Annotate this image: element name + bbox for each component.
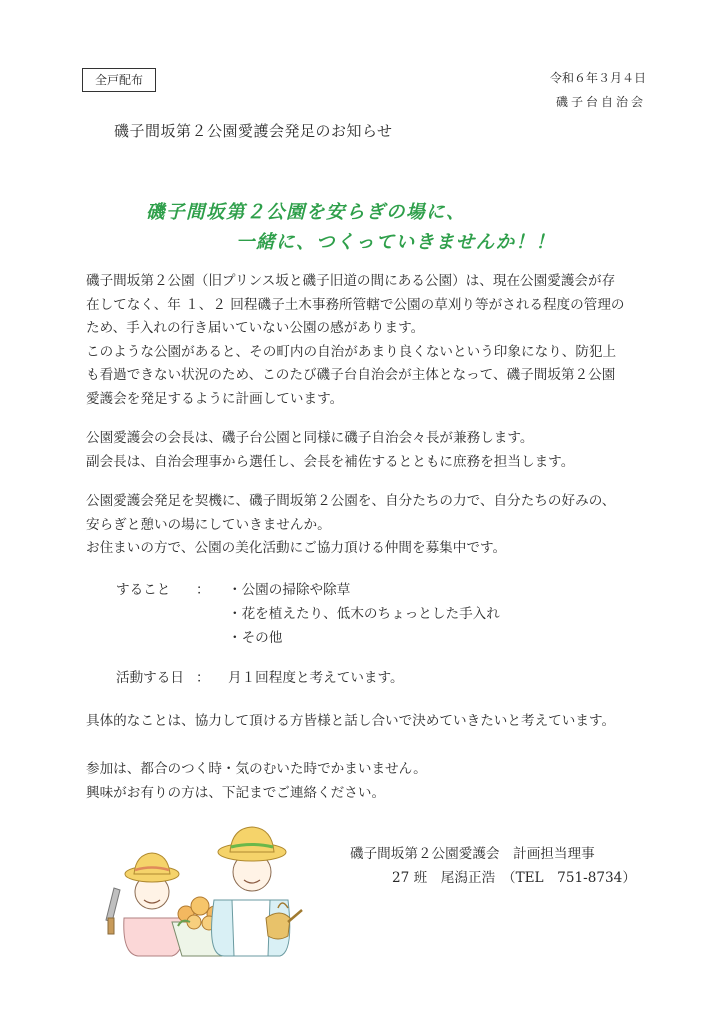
- activity-label: 活動する日: [116, 670, 184, 686]
- gardener-adult: [212, 827, 302, 956]
- contact-person: 27 班 尾潟正浩 （TEL 751-8734）: [392, 870, 636, 886]
- gardeners-illustration: [94, 822, 306, 958]
- activity-colon: ：: [196, 670, 210, 686]
- paragraph-line: このような公園があると、その町内の自治があまり良くないという印象になり、防犯上: [86, 343, 617, 360]
- paragraph-2: [86, 427, 646, 474]
- paragraph-line: も看過できない状況のため、このたび磯子台自治会が主体となって、磯子間坂第２公園: [86, 367, 616, 384]
- paragraph-line: 具体的なことは、協力して頂ける方皆様と話し合いで決めていきたいと考えています。: [86, 713, 616, 729]
- slogan-line-2: 一緒に、つくっていきませんか！！: [236, 232, 556, 253]
- paragraph-line: 参加は、都合のつく時・気のむいた時でかまいません。: [86, 761, 427, 777]
- paragraph-line: お住まいの方で、公園の美化活動にご協力頂ける仲間を募集中です。: [86, 540, 507, 557]
- paragraph-line: 在してなく、年 １、２ 回程磯子土木事務所管轄で公園の草刈り等がされる程度の管理の: [86, 296, 625, 313]
- header-block: [550, 66, 646, 114]
- task-item: ・公園の掃除や除草: [228, 582, 351, 598]
- paragraph-line: 安らぎと憩いの場にしていきませんか。: [86, 516, 331, 533]
- paragraph-line: 公園愛護会の会長は、磯子台公園と同様に磯子自治会々長が兼務します。: [86, 430, 534, 446]
- tasks-label: すること: [116, 582, 171, 598]
- paragraph-line: ため、手入れの行き届いていない公園の感があります。: [86, 320, 425, 337]
- issue-date: 令和６年３月４日: [549, 71, 646, 85]
- paragraph-4: [86, 710, 646, 734]
- paragraph-line: 愛護会を発足するように計画しています。: [86, 390, 344, 407]
- gardener-child: [106, 853, 183, 956]
- tasks-list: [116, 578, 500, 650]
- paragraph-line: 副会長は、自治会理事から選任し、会長を補佐するとともに庶務を担当します。: [86, 453, 575, 470]
- distribution-stamp: 全戸配布: [82, 68, 156, 92]
- activity-row: [116, 666, 404, 686]
- issuer-org: 磯子台自治会: [555, 95, 646, 109]
- paragraph-5: [86, 758, 646, 805]
- document-title: 磯子間坂第２公園愛護会発足のお知らせ: [114, 122, 393, 140]
- contact-block: [350, 842, 636, 890]
- task-item: ・その他: [228, 630, 283, 646]
- paragraph-line: 興味がお有りの方は、下記までご連絡ください。: [86, 784, 386, 801]
- task-item: ・花を植えたり、低木のちょっとした手入れ: [228, 606, 500, 622]
- paragraph-3: [86, 490, 646, 561]
- activity-value: 月１回程度と考えています。: [228, 670, 404, 686]
- contact-org: 磯子間坂第２公園愛護会 計画担当理事: [350, 846, 595, 862]
- paragraph-line: 公園愛護会発足を契機に、磯子間坂第２公園を、自分たちの力で、自分たちの好みの、: [86, 493, 616, 509]
- slogan-line-1: 磯子間坂第２公園を安らぎの場に、: [146, 202, 467, 223]
- paragraph-1: [86, 270, 646, 412]
- tasks-colon: ：: [196, 582, 210, 598]
- paragraph-line: 磯子間坂第２公園（旧プリンス坂と磯子旧道の間にある公園）は、現在公園愛護会が存: [86, 273, 616, 289]
